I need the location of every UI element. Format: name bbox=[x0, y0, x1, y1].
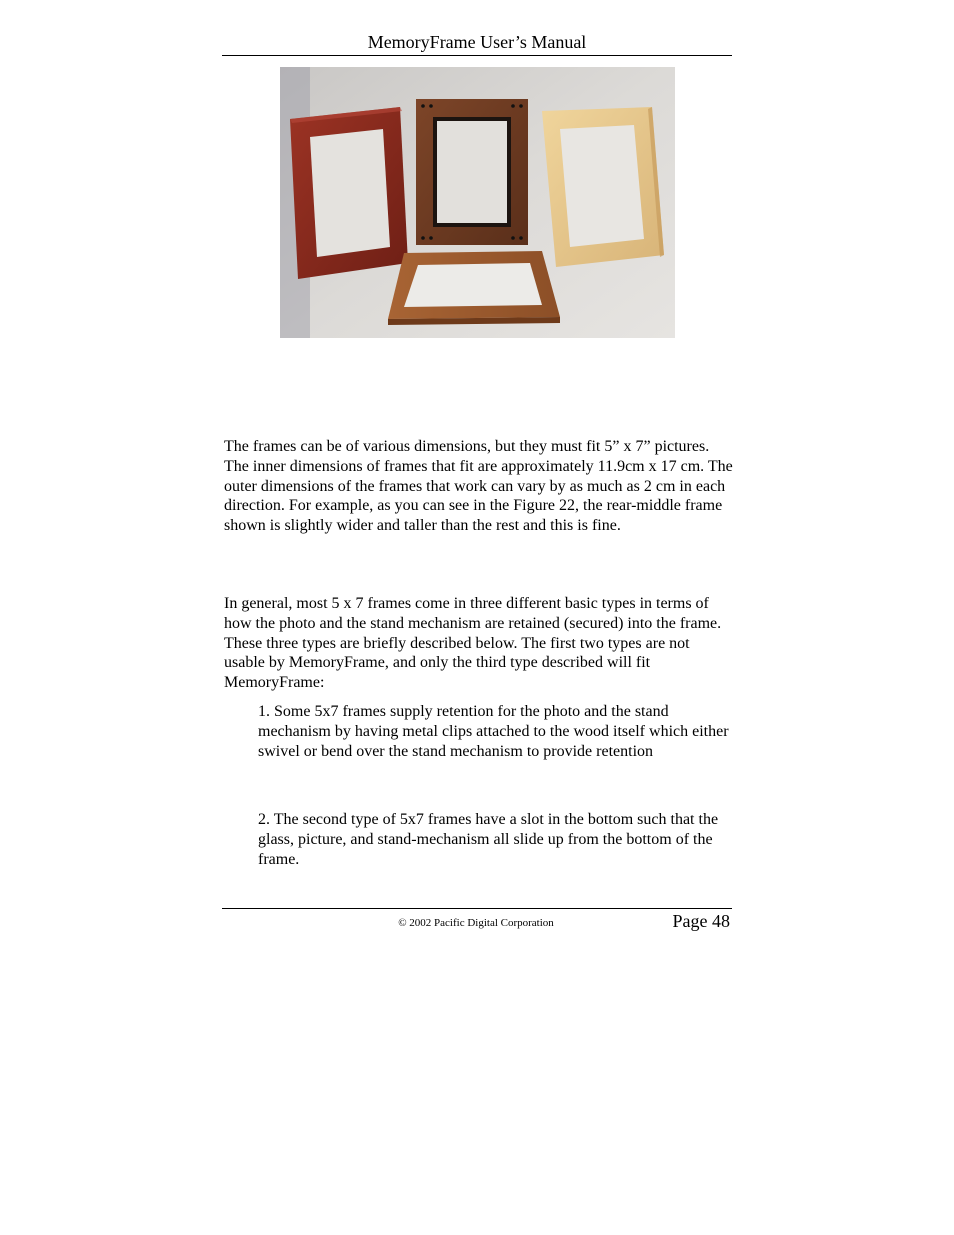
manual-title: MemoryFrame User’s Manual bbox=[367, 32, 587, 52]
frames-photo bbox=[280, 67, 675, 338]
list-item: 1. Some 5x7 frames supply retention for the photo and the stand mechanism by having metal clips attached to the wood itself which either swivel or bend over the stand mechanism to provide retention bbox=[258, 703, 729, 760]
red-frame bbox=[290, 107, 408, 279]
list-item: 2. The second type of 5x7 frames have a slot in the bottom such that the glass, picture, and stand-mechanism all slide up from the bottom of the frame. bbox=[258, 811, 719, 868]
page-header bbox=[222, 30, 732, 56]
copyright-notice: © 2002 Pacific Digital Corporation bbox=[398, 917, 554, 929]
paragraph-frame-types: In general, most 5 x 7 frames come in three different basic types in terms of how the photo and the stand mechanism are retained (secured) into the frame. These three types are briefly described below. The first two types are not usable by MemoryFrame, and only the third type described will fit MemoryFrame: bbox=[224, 595, 722, 692]
light-frame bbox=[542, 107, 664, 267]
footer-divider bbox=[222, 908, 732, 909]
medium-frame bbox=[388, 251, 560, 325]
page-number: Page 48 bbox=[672, 911, 730, 931]
paragraph-frame-dimensions: The frames can be of various dimensions, but they must fit 5” x 7” pictures. The inner dimensions of frames that fit are approximately 11.9cm x 17 cm. The outer dimensions of the frames that work can vary by as much as 2 cm in each direction. For example, as you can see in the Figure 22, the rear-middle frame shown is slightly wider and taller than the rest and this is fine. bbox=[224, 438, 733, 535]
dark-frame bbox=[416, 99, 528, 245]
